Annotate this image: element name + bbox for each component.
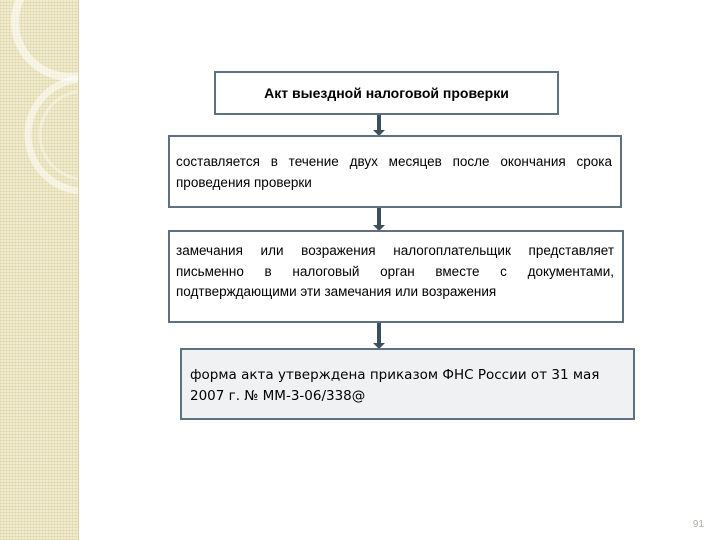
- step-text: составляется в течение двух месяцев после окончания срока проведения проверки: [176, 154, 612, 190]
- step-text: замечания или возражения налогоплательщик представляет письменно в налоговый орган вместе с документами, подтверждающими эти замечания или возражения: [176, 243, 614, 299]
- decorative-circles: [0, 0, 78, 540]
- step-box: [168, 230, 624, 323]
- decorative-side-strip: [0, 0, 79, 540]
- connector-arrow: [377, 323, 381, 346]
- connector-arrow: [377, 115, 381, 133]
- diagram-title-box: [214, 71, 559, 115]
- connector-arrow: [377, 208, 381, 228]
- page-number: 91: [692, 519, 704, 530]
- diagram-title: Акт выездной налоговой проверки: [264, 85, 509, 101]
- step-box: [168, 135, 622, 208]
- step-text: форма акта утверждена приказом ФНС России от 31 мая 2007 г. № ММ-3-06/338@: [190, 367, 600, 404]
- step-box-note: [180, 348, 635, 420]
